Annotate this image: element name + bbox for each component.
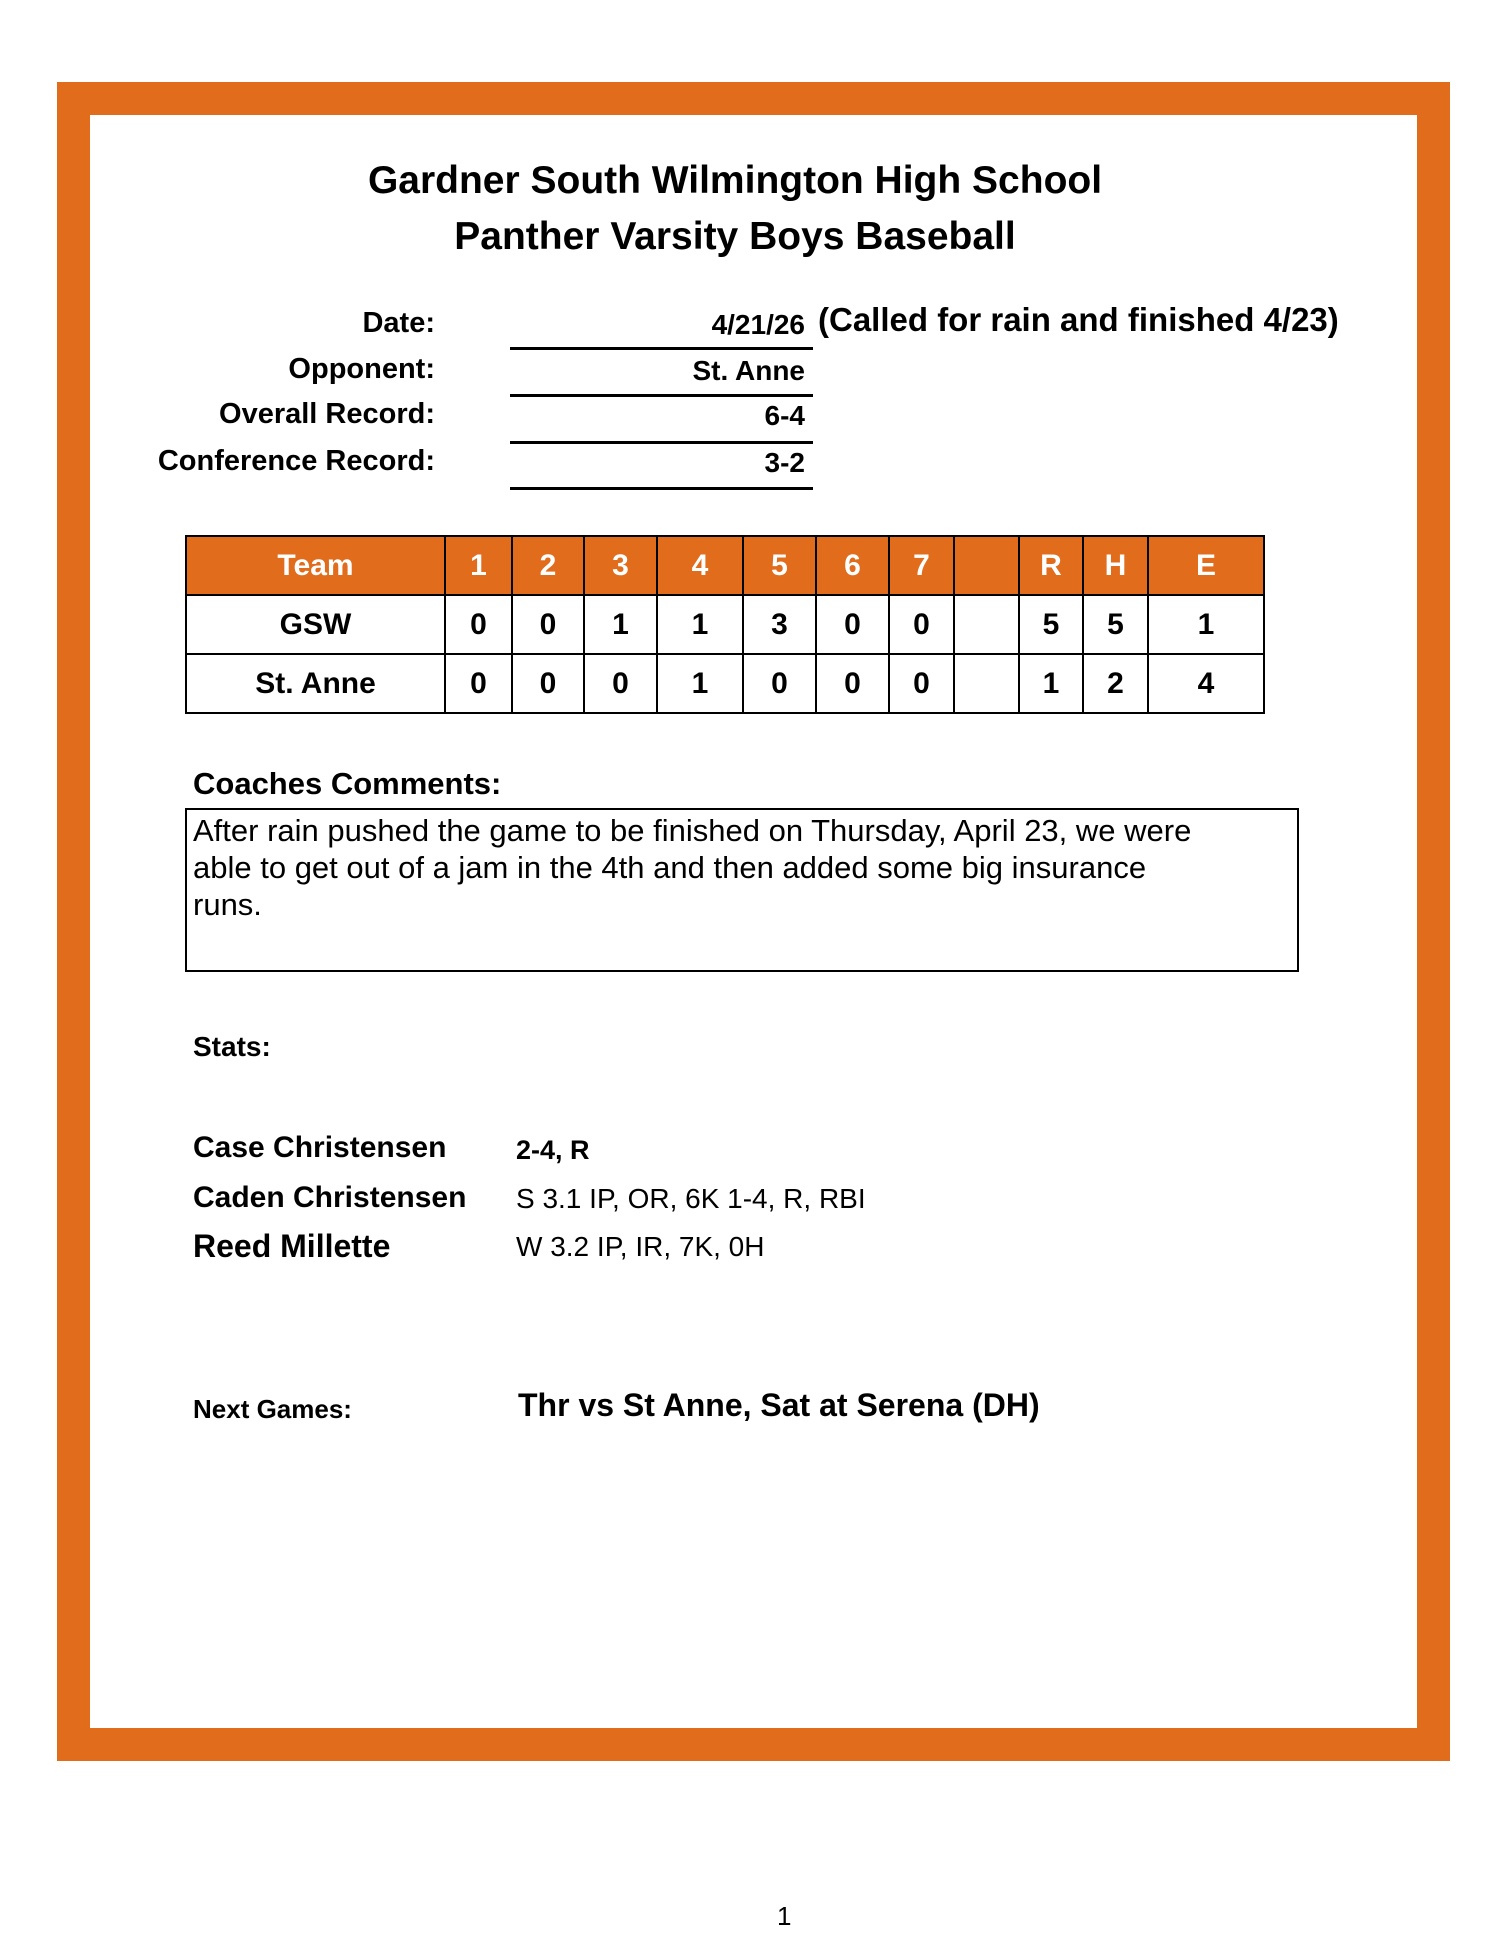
conference-record-label: Conference Record: bbox=[157, 445, 435, 477]
opponent-value: St. Anne bbox=[692, 355, 805, 386]
header-inning-1: 1 bbox=[445, 536, 512, 595]
inning-score: 1 bbox=[657, 654, 743, 713]
header-blank bbox=[954, 536, 1019, 595]
date-label: Date: bbox=[362, 307, 435, 339]
inning-score: 0 bbox=[816, 595, 889, 654]
inning-score: 1 bbox=[657, 595, 743, 654]
header-hits: H bbox=[1083, 536, 1148, 595]
line-score-table bbox=[185, 535, 1265, 714]
header-inning-3: 3 bbox=[584, 536, 657, 595]
player-name: Case Christensen bbox=[193, 1131, 447, 1164]
header-errors: E bbox=[1148, 536, 1264, 595]
runs-total: 1 bbox=[1019, 654, 1083, 713]
conference-record-underline bbox=[510, 487, 813, 490]
player-stat-line: W 3.2 IP, IR, 7K, 0H bbox=[516, 1231, 765, 1262]
overall-record-underline bbox=[510, 441, 813, 444]
header-inning-7: 7 bbox=[889, 536, 954, 595]
inning-score: 0 bbox=[889, 654, 954, 713]
blank-cell bbox=[954, 654, 1019, 713]
inning-score: 0 bbox=[512, 595, 584, 654]
errors-total: 1 bbox=[1148, 595, 1264, 654]
inning-score: 1 bbox=[584, 595, 657, 654]
comment-line-1: After rain pushed the game to be finished on Thursday, April 23, we were bbox=[193, 813, 1192, 848]
coaches-comments-box bbox=[185, 808, 1299, 972]
score-row-st-anne bbox=[186, 654, 1264, 713]
header-team: Team bbox=[186, 536, 445, 595]
inning-score: 0 bbox=[584, 654, 657, 713]
hits-total: 2 bbox=[1083, 654, 1148, 713]
header-inning-6: 6 bbox=[816, 536, 889, 595]
player-name: Caden Christensen bbox=[193, 1181, 467, 1214]
header-inning-5: 5 bbox=[743, 536, 816, 595]
overall-record-value: 6-4 bbox=[764, 400, 805, 431]
header-runs: R bbox=[1019, 536, 1083, 595]
player-stat-line: S 3.1 IP, OR, 6K 1-4, R, RBI bbox=[516, 1183, 866, 1214]
header-inning-4: 4 bbox=[657, 536, 743, 595]
inning-score: 0 bbox=[512, 654, 584, 713]
date-underline bbox=[510, 347, 813, 350]
opponent-underline bbox=[510, 394, 813, 397]
comment-line-2: able to get out of a jam in the 4th and then added some big insurance bbox=[193, 850, 1147, 885]
date-note: (Called for rain and finished 4/23) bbox=[818, 301, 1339, 338]
inning-score: 0 bbox=[816, 654, 889, 713]
inning-score: 0 bbox=[445, 595, 512, 654]
inning-score: 3 bbox=[743, 595, 816, 654]
opponent-label: Opponent: bbox=[288, 353, 435, 385]
team-title: Panther Varsity Boys Baseball bbox=[454, 215, 1016, 258]
score-header-row bbox=[186, 536, 1264, 595]
comment-line-3: runs. bbox=[193, 887, 262, 922]
inning-score: 0 bbox=[445, 654, 512, 713]
school-title: Gardner South Wilmington High School bbox=[367, 159, 1103, 202]
coaches-comments-heading: Coaches Comments: bbox=[193, 766, 502, 801]
conference-record-value: 3-2 bbox=[764, 447, 805, 478]
blank-cell bbox=[954, 595, 1019, 654]
header-inning-2: 2 bbox=[512, 536, 584, 595]
overall-record-label: Overall Record: bbox=[219, 398, 435, 430]
next-games-value: Thr vs St Anne, Sat at Serena (DH) bbox=[518, 1387, 1040, 1423]
page-number: 1 bbox=[777, 1901, 792, 1931]
team-name: GSW bbox=[186, 595, 445, 654]
inning-score: 0 bbox=[889, 595, 954, 654]
inning-score: 0 bbox=[743, 654, 816, 713]
player-name: Reed Millette bbox=[193, 1228, 391, 1264]
team-name: St. Anne bbox=[186, 654, 445, 713]
stats-heading: Stats: bbox=[193, 1031, 271, 1062]
runs-total: 5 bbox=[1019, 595, 1083, 654]
player-stat-line: 2-4, R bbox=[516, 1135, 590, 1165]
next-games-label: Next Games: bbox=[193, 1394, 352, 1424]
errors-total: 4 bbox=[1148, 654, 1264, 713]
date-value: 4/21/26 bbox=[711, 309, 805, 340]
score-row-gsw bbox=[186, 595, 1264, 654]
hits-total: 5 bbox=[1083, 595, 1148, 654]
